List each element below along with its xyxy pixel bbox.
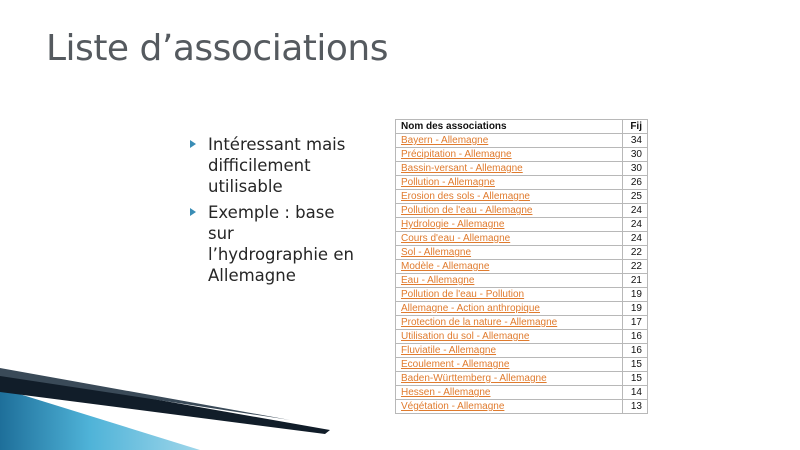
association-name-cell	[396, 330, 623, 344]
triangle-bullet-icon	[190, 208, 196, 216]
fij-value-cell: 14	[623, 386, 648, 400]
fij-value-cell: 22	[623, 246, 648, 260]
association-link[interactable]: Cours d'eau - Allemagne	[401, 233, 511, 244]
association-link[interactable]: Ecoulement - Allemagne	[401, 359, 510, 370]
association-name-cell	[396, 288, 623, 302]
fij-value-cell: 15	[623, 358, 648, 372]
table-row	[396, 190, 648, 204]
table-row	[396, 330, 648, 344]
association-link[interactable]: Hydrologie - Allemagne	[401, 219, 505, 230]
table-row	[396, 148, 648, 162]
association-name-cell	[396, 400, 623, 414]
association-name-cell	[396, 316, 623, 330]
table-row	[396, 372, 648, 386]
triangle-bullet-icon	[190, 140, 196, 148]
table-row	[396, 316, 648, 330]
associations-table	[395, 119, 648, 414]
association-link[interactable]: Pollution de l'eau - Pollution	[401, 289, 525, 300]
association-name-cell	[396, 274, 623, 288]
table-row	[396, 288, 648, 302]
column-header-name: Nom des associations	[396, 120, 623, 134]
association-name-cell	[396, 134, 623, 148]
fij-value-cell: 13	[623, 400, 648, 414]
fij-value-cell: 21	[623, 274, 648, 288]
association-link[interactable]: Fluviatile - Allemagne	[401, 345, 497, 356]
fij-value-cell: 19	[623, 302, 648, 316]
fij-value-cell: 30	[623, 162, 648, 176]
association-link[interactable]: Sol - Allemagne	[401, 247, 472, 258]
association-link[interactable]: Précipitation - Allemagne	[401, 149, 512, 160]
fij-value-cell: 19	[623, 288, 648, 302]
fij-value-cell: 26	[623, 176, 648, 190]
association-name-cell	[396, 190, 623, 204]
association-link[interactable]: Eau - Allemagne	[401, 275, 475, 286]
association-name-cell	[396, 386, 623, 400]
decorative-swoosh	[0, 368, 330, 450]
fij-value-cell: 24	[623, 218, 648, 232]
association-link[interactable]: Baden-Württemberg - Allemagne	[401, 373, 547, 384]
association-name-cell	[396, 204, 623, 218]
table-row	[396, 344, 648, 358]
association-name-cell	[396, 218, 623, 232]
bullet-list	[190, 134, 355, 291]
table-row	[396, 386, 648, 400]
association-name-cell	[396, 260, 623, 274]
bullet-item	[190, 202, 355, 286]
fij-value-cell: 25	[623, 190, 648, 204]
slide-title: Liste d’associations	[46, 28, 388, 69]
table-body	[396, 134, 648, 414]
table-row	[396, 302, 648, 316]
fij-value-cell: 24	[623, 232, 648, 246]
association-link[interactable]: Utilisation du sol - Allemagne	[401, 331, 530, 342]
association-link[interactable]: Allemagne - Action anthropique	[401, 303, 540, 314]
table-row	[396, 246, 648, 260]
association-link[interactable]: Erosion des sols - Allemagne	[401, 191, 530, 202]
association-link[interactable]: Bassin-versant - Allemagne	[401, 163, 523, 174]
association-link[interactable]: Végétation - Allemagne	[401, 401, 505, 412]
column-header-fij: Fij	[623, 120, 648, 134]
association-name-cell	[396, 246, 623, 260]
association-name-cell	[396, 372, 623, 386]
association-link[interactable]: Bayern - Allemagne	[401, 135, 489, 146]
association-link[interactable]: Hessen - Allemagne	[401, 387, 491, 398]
table-row	[396, 260, 648, 274]
fij-value-cell: 17	[623, 316, 648, 330]
table-row	[396, 176, 648, 190]
table-row	[396, 358, 648, 372]
bullet-text: Intéressant mais difficilement utilisable	[208, 135, 346, 196]
association-link[interactable]: Protection de la nature - Allemagne	[401, 317, 558, 328]
association-name-cell	[396, 358, 623, 372]
table-row	[396, 232, 648, 246]
association-name-cell	[396, 176, 623, 190]
association-name-cell	[396, 232, 623, 246]
bullet-text: Exemple : base sur l’hydrographie en Allemagne	[208, 203, 354, 285]
table-row	[396, 204, 648, 218]
association-name-cell	[396, 344, 623, 358]
table-header-row	[396, 120, 648, 134]
fij-value-cell: 16	[623, 344, 648, 358]
association-link[interactable]: Modèle - Allemagne	[401, 261, 490, 272]
fij-value-cell: 34	[623, 134, 648, 148]
fij-value-cell: 22	[623, 260, 648, 274]
association-link[interactable]: Pollution de l'eau - Allemagne	[401, 205, 533, 216]
fij-value-cell: 30	[623, 148, 648, 162]
table-row	[396, 218, 648, 232]
association-name-cell	[396, 162, 623, 176]
table-row	[396, 134, 648, 148]
association-name-cell	[396, 148, 623, 162]
association-link[interactable]: Pollution - Allemagne	[401, 177, 495, 188]
table-row	[396, 274, 648, 288]
table-row	[396, 162, 648, 176]
bullet-item	[190, 134, 355, 197]
association-name-cell	[396, 302, 623, 316]
fij-value-cell: 15	[623, 372, 648, 386]
fij-value-cell: 16	[623, 330, 648, 344]
table-row	[396, 400, 648, 414]
fij-value-cell: 24	[623, 204, 648, 218]
